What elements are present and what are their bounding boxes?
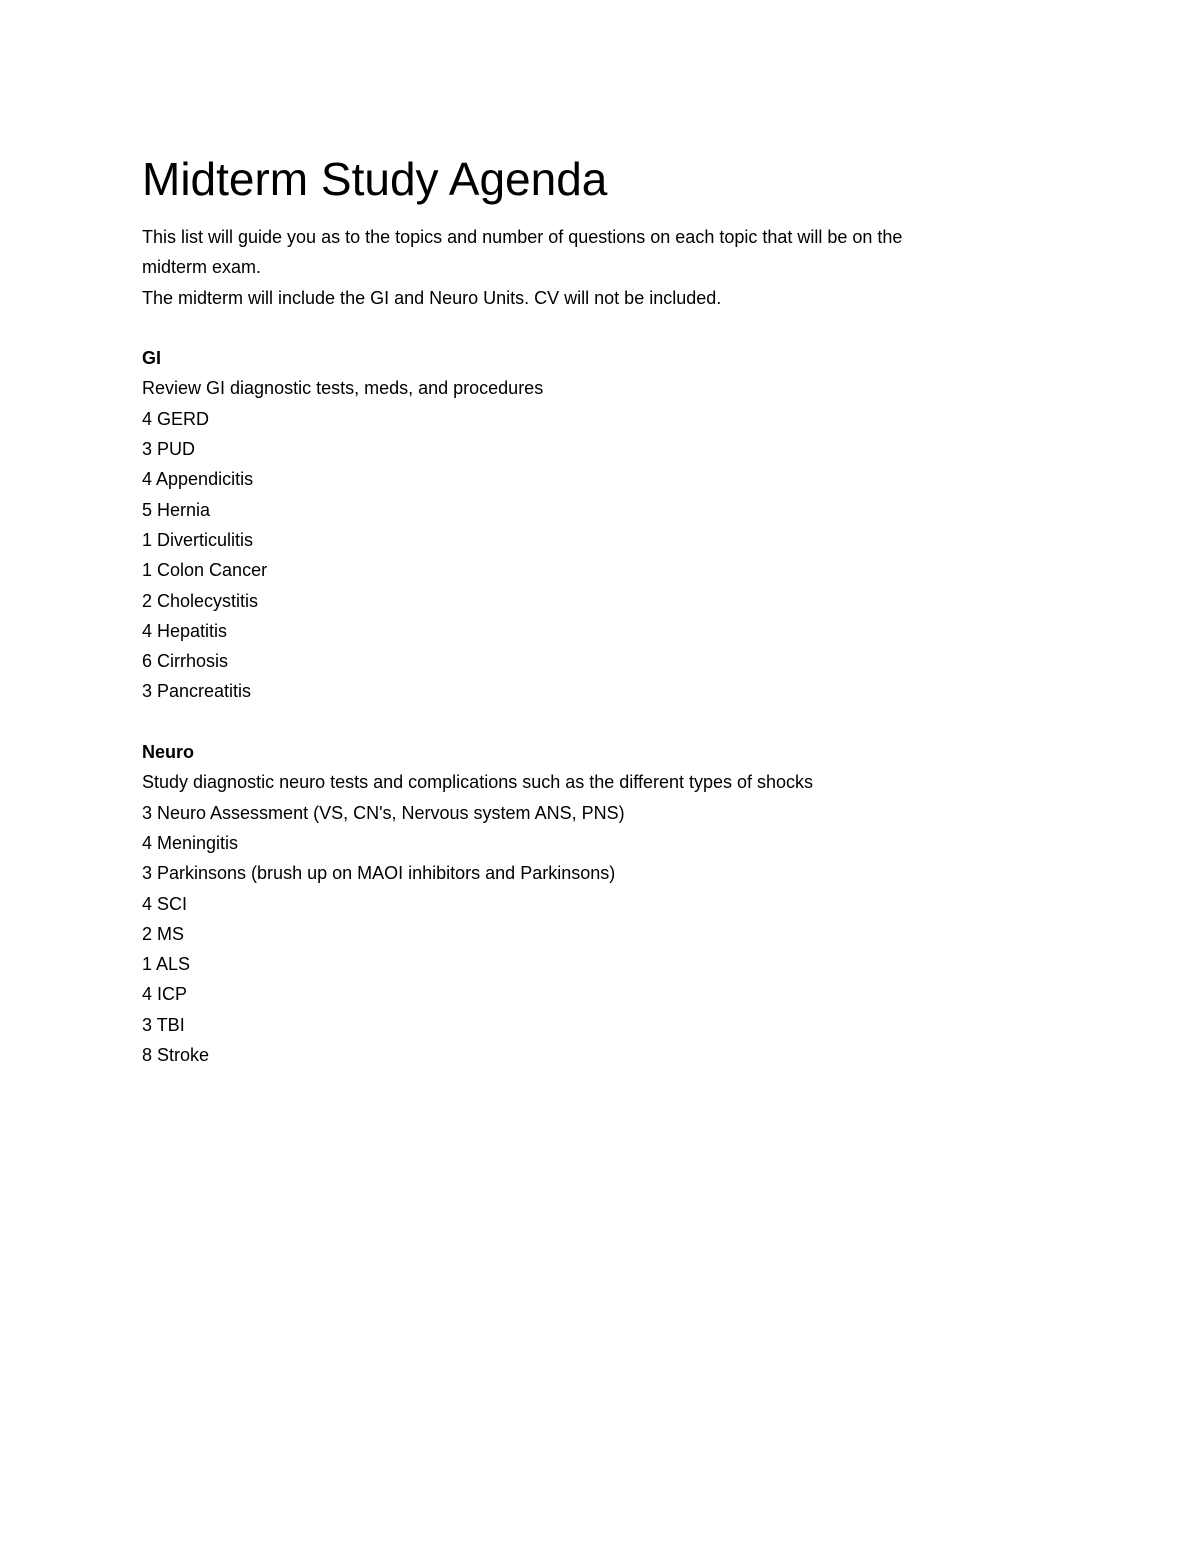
topic-item: 3 PUD xyxy=(142,439,196,460)
topic-item: 4 Appendicitis xyxy=(142,469,254,490)
scope-text: The midterm will include the GI and Neuro Units. CV will not be included. xyxy=(142,287,722,308)
spacer xyxy=(142,313,1042,343)
topic-item: 3 Neuro Assessment (VS, CN's, Nervous system ANS, PNS) xyxy=(142,802,625,823)
topic-item: 4 Hepatitis xyxy=(142,620,228,641)
section-note-gi: Review GI diagnostic tests, meds, and procedures xyxy=(142,378,544,399)
topic-item: 3 Pancreatitis xyxy=(142,681,252,702)
topic-item: 4 Meningitis xyxy=(142,832,239,853)
topic-item: 1 ALS xyxy=(142,954,191,975)
topic-item: 4 ICP xyxy=(142,984,188,1005)
section-heading-neuro: Neuro xyxy=(142,742,195,763)
topic-item: 4 SCI xyxy=(142,893,188,914)
topic-item: 1 Diverticulitis xyxy=(142,529,254,550)
topic-item: 3 TBI xyxy=(142,1014,185,1035)
topic-item: 1 Colon Cancer xyxy=(142,560,268,581)
topic-item: 2 MS xyxy=(142,923,185,944)
topic-item: 4 GERD xyxy=(142,408,210,429)
topic-item: 2 Cholecystitis xyxy=(142,590,259,611)
section-note-neuro: Study diagnostic neuro tests and complications such as the different types of shocks xyxy=(142,772,814,793)
topic-item: 8 Stroke xyxy=(142,1045,210,1066)
document-body xyxy=(142,150,1042,1070)
topic-item: 5 Hernia xyxy=(142,499,211,520)
topic-item: 6 Cirrhosis xyxy=(142,651,229,672)
document-title: Midterm Study Agenda xyxy=(142,153,608,205)
intro-text: midterm exam. xyxy=(142,257,262,278)
section-heading-gi: GI xyxy=(142,348,162,369)
topic-item: 3 Parkinsons (brush up on MAOI inhibitors and Parkinsons) xyxy=(142,863,616,884)
spacer xyxy=(142,707,1042,737)
intro-text: This list will guide you as to the topics and number of questions on each topic that will be on the xyxy=(142,227,903,247)
